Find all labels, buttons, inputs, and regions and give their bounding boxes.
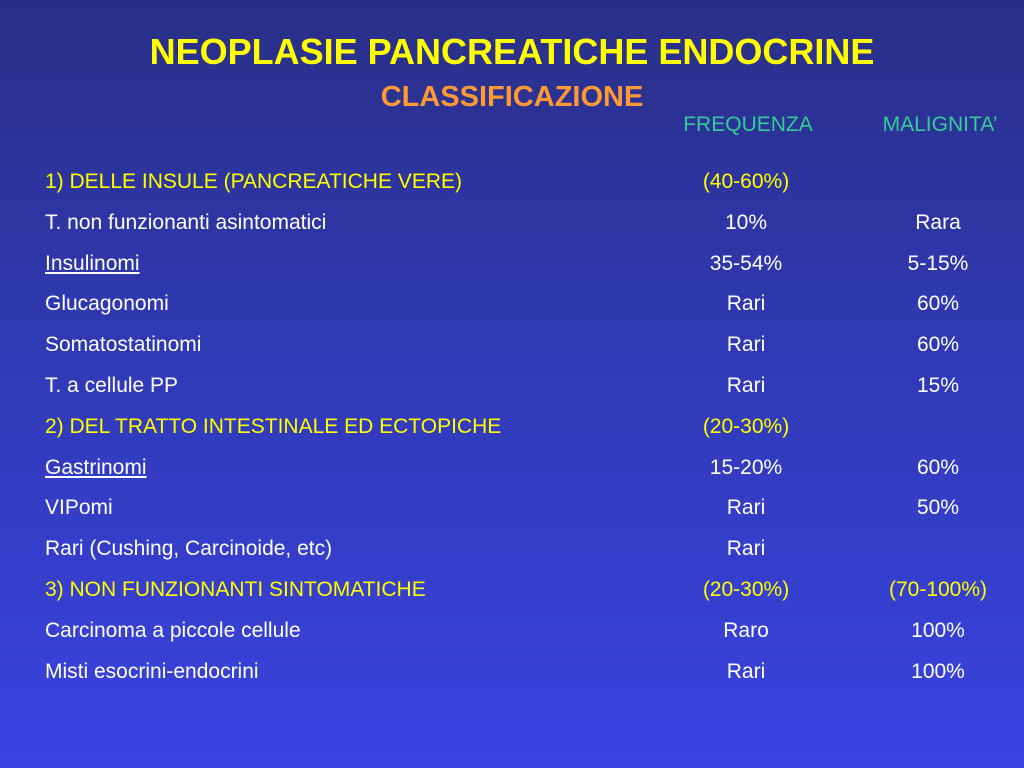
classification-table — [0, 162, 1024, 692]
row-label: 1) DELLE INSULE (PANCREATICHE VERE) — [45, 170, 462, 193]
row-label: T. a cellule PP — [45, 373, 179, 397]
row-label: Misti esocrini-endocrini — [45, 659, 259, 683]
row-frequency: Raro — [723, 618, 769, 642]
row-frequency: (40-60%) — [702, 170, 790, 193]
row-label: Insulinomi — [45, 251, 140, 275]
row-frequency: 35-54% — [709, 251, 783, 275]
row-malignancy: 15% — [916, 373, 960, 397]
row-frequency: (20-30%) — [702, 414, 790, 438]
table-row — [0, 488, 1024, 529]
row-frequency: Rari — [726, 373, 766, 397]
section-row — [0, 570, 1024, 611]
row-frequency: Rari — [726, 496, 766, 520]
table-row — [0, 203, 1024, 244]
table-row — [0, 529, 1024, 570]
column-header-malignancy: MALIGNITA’ — [882, 113, 998, 136]
row-malignancy: 60% — [916, 292, 960, 316]
row-label: Rari (Cushing, Carcinoide, etc) — [45, 537, 333, 561]
table-row — [0, 325, 1024, 366]
row-malignancy: 5-15% — [907, 251, 969, 275]
column-header-frequency: FREQUENZA — [683, 113, 813, 136]
row-malignancy: 50% — [916, 496, 960, 520]
row-label: 3) NON FUNZIONANTI SINTOMATICHE — [45, 577, 426, 601]
row-frequency: (20-30%) — [702, 577, 790, 601]
row-label: Glucagonomi — [45, 292, 169, 316]
slide-title: NEOPLASIE PANCREATICHE ENDOCRINE — [149, 31, 875, 72]
row-malignancy: 60% — [916, 455, 960, 479]
row-frequency: Rari — [726, 659, 766, 683]
row-malignancy: (70-100%) — [888, 577, 988, 601]
row-frequency: 10% — [724, 210, 768, 234]
table-row — [0, 284, 1024, 325]
row-frequency: Rari — [726, 537, 766, 561]
section-row — [0, 407, 1024, 448]
row-frequency: Rari — [726, 333, 766, 357]
table-row — [0, 244, 1024, 285]
row-label: VIPomi — [45, 496, 113, 520]
row-frequency: 15-20% — [709, 455, 783, 479]
table-row — [0, 611, 1024, 652]
slide-subtitle: CLASSIFICAZIONE — [380, 81, 644, 113]
row-label: Gastrinomi — [45, 455, 147, 479]
row-label: Somatostatinomi — [45, 333, 202, 357]
row-label: Carcinoma a piccole cellule — [45, 618, 301, 642]
row-malignancy: 100% — [911, 618, 965, 642]
row-malignancy: 60% — [916, 333, 960, 357]
row-frequency: Rari — [726, 292, 766, 316]
row-label: 2) DEL TRATTO INTESTINALE ED ECTOPICHE — [45, 414, 502, 438]
section-row — [0, 162, 1024, 203]
row-malignancy: Rara — [915, 210, 961, 234]
table-row — [0, 448, 1024, 489]
row-label: T. non funzionanti asintomatici — [45, 210, 327, 234]
table-row — [0, 366, 1024, 407]
table-row — [0, 652, 1024, 693]
row-malignancy: 100% — [911, 659, 965, 683]
